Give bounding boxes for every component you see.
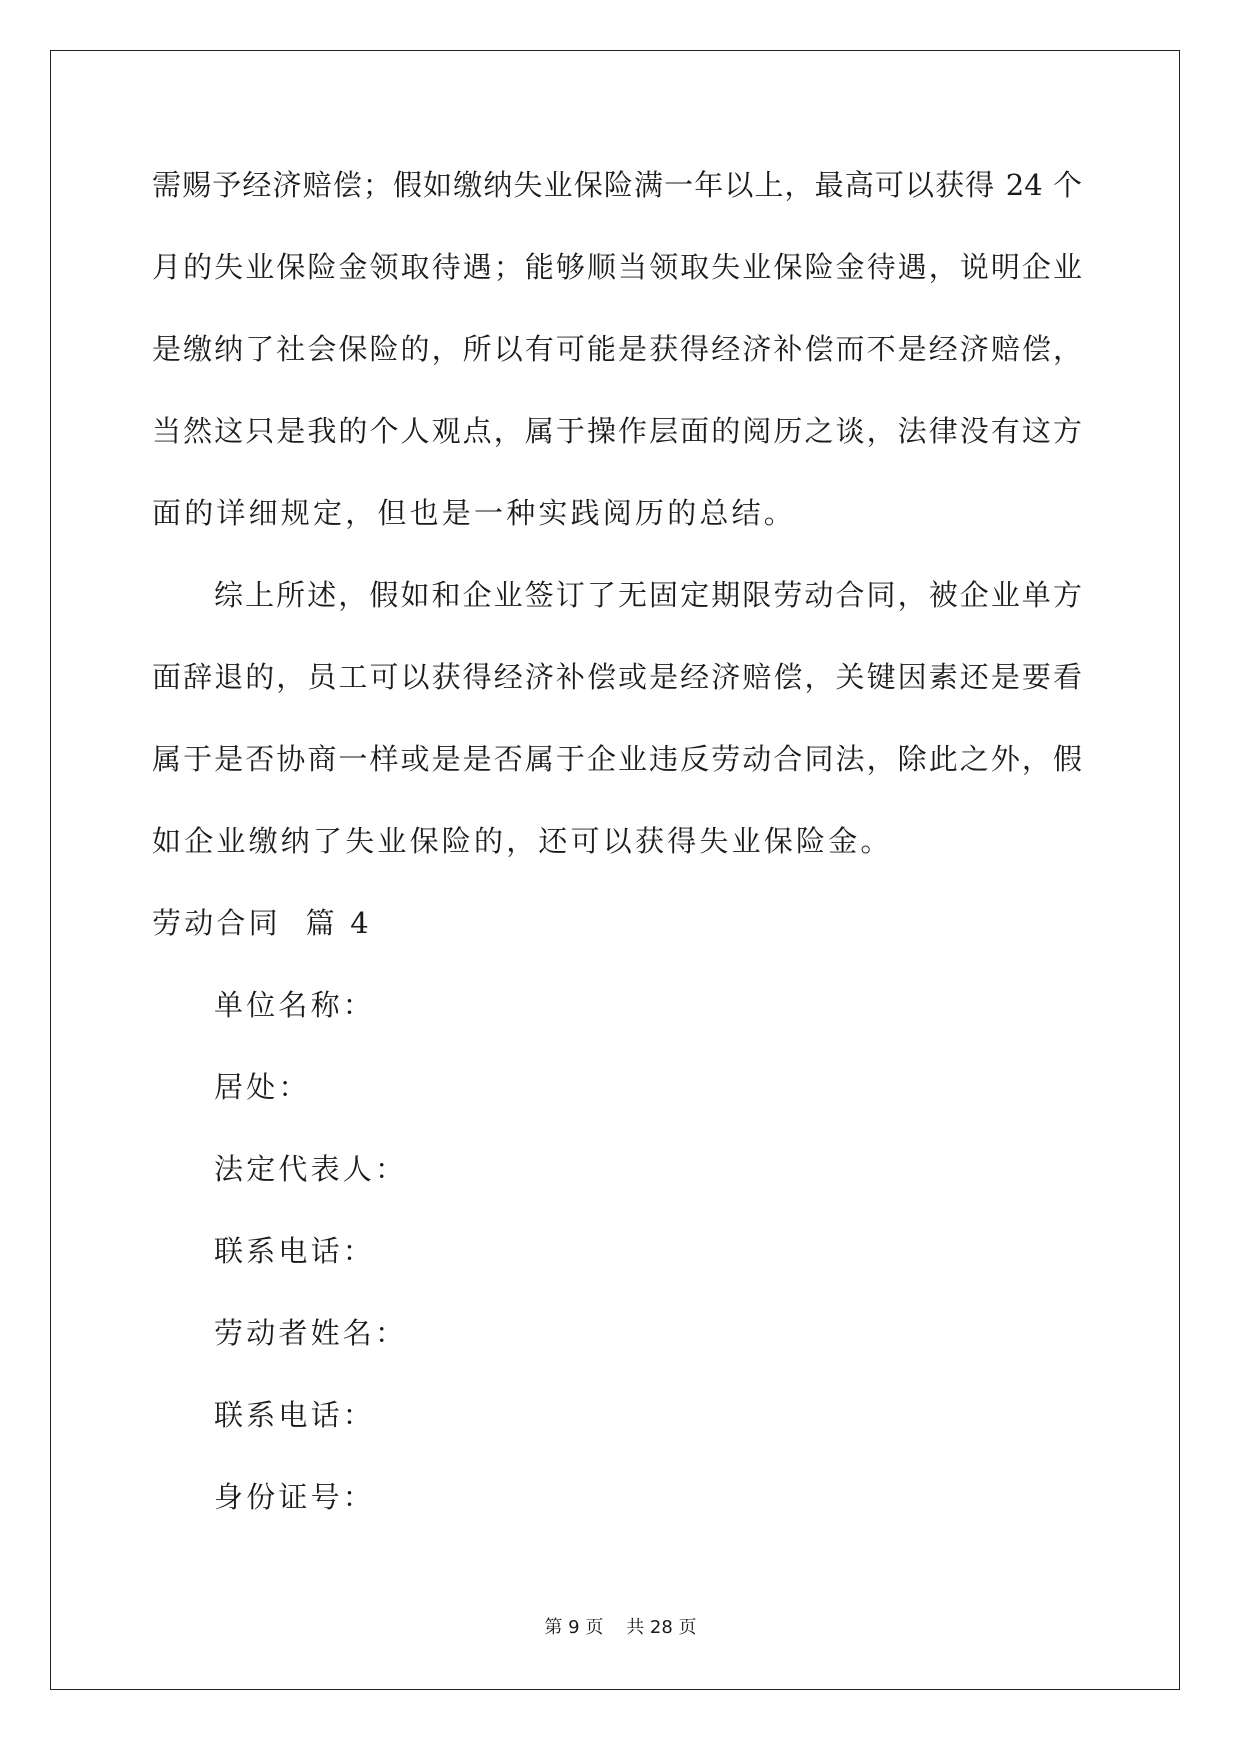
paragraph-line: 面辞退的，员工可以获得经济补偿或是经济赔偿，关键因素还是要看 bbox=[152, 660, 1082, 694]
form-field-label: 联系电话： bbox=[214, 1398, 376, 1432]
paragraph-line: 月的失业保险金领取待遇；能够顺当领取失业保险金待遇，说明企业 bbox=[152, 250, 1082, 284]
form-field-label: 联系电话： bbox=[214, 1234, 376, 1268]
form-field-label: 单位名称： bbox=[214, 988, 376, 1022]
page-number: 第 9 页 共 28 页 bbox=[544, 1617, 697, 1638]
section-heading: 劳动合同 篇 4 bbox=[152, 906, 372, 940]
paragraph-line: 属于是否协商一样或是是否属于企业违反劳动合同法，除此之外，假 bbox=[152, 742, 1082, 776]
paragraph-line: 面的详细规定，但也是一种实践阅历的总结。 bbox=[152, 496, 797, 530]
paragraph-line: 当然这只是我的个人观点，属于操作层面的阅历之谈，法律没有这方 bbox=[152, 414, 1082, 448]
paragraph-line: 如企业缴纳了失业保险的，还可以获得失业保险金。 bbox=[152, 824, 893, 858]
paragraph-line: 需赐予经济赔偿；假如缴纳失业保险满一年以上，最高可以获得 24 个 bbox=[152, 168, 1082, 202]
form-field-label: 身份证号： bbox=[214, 1480, 376, 1514]
form-field-label: 居处： bbox=[214, 1070, 311, 1104]
form-field-label: 法定代表人： bbox=[214, 1152, 408, 1186]
document-body bbox=[152, 165, 1082, 1559]
paragraph-line: 是缴纳了社会保险的，所以有可能是获得经济补偿而不是经济赔偿， bbox=[152, 332, 1082, 366]
form-field-label: 劳动者姓名： bbox=[214, 1316, 408, 1350]
page-footer bbox=[0, 1613, 1241, 1639]
paragraph-line: 综上所述，假如和企业签订了无固定期限劳动合同，被企业单方 bbox=[214, 578, 1082, 612]
